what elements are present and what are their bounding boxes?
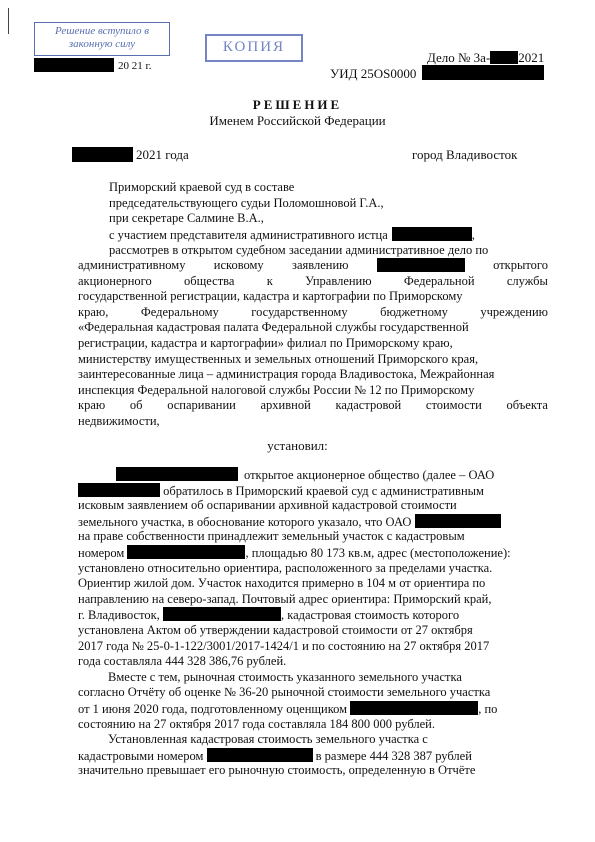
redaction (415, 514, 501, 528)
case-number: Дело № 3а- 2021 (427, 50, 545, 65)
redaction (116, 467, 238, 481)
document-title: РЕШЕНИЕ (252, 97, 343, 112)
redaction (207, 748, 313, 762)
city: город Владивосток (412, 147, 518, 162)
stamp-line-2: законную силу (68, 38, 136, 50)
redaction (392, 227, 472, 241)
redaction (34, 58, 114, 72)
redaction (78, 483, 160, 497)
redaction (72, 147, 133, 162)
margin-mark (8, 8, 9, 34)
redaction (490, 51, 518, 64)
uid: УИД 25OS0000 (330, 66, 417, 81)
intro-paragraph: административному исковому заявлению открытого акционерного общества к Управлению Федеральной службы государственной регистрации, кадастра и картографии по Приморскому краю, Федеральному государственному бюджетному учреждению «Федеральная кадастровая палата Федеральной службы государственной регистрации, кадастра и картографии» филиал по Приморскому краю, министерству имущественных и земельных отношений Приморского края, заинтересованные лица – администрация города Владивостока, Межрайонная инспекция Федеральной налоговой службы России № 12 по Приморскому краю об оспаривании архивной кадастровой стоимости объекта недвижимости, (78, 258, 548, 428)
stamp-date: 20 21 г. (118, 60, 152, 72)
redaction (350, 701, 478, 715)
redaction (127, 545, 245, 559)
redaction (163, 607, 281, 621)
court-composition: Приморский краевой суд в составе председательствующего судьи Поломошновой Г.А., при секретаре Салмине В.А., с участием представителя административного истца , рассмотрев в открытом судебном заседании административное дело по (109, 180, 489, 258)
body-paragraph: открытое акционерное общество (далее – ОАО обратилось в Приморский краевой суд с административным исковым заявлением об оспаривании архивной кадастровой стоимости земельного участка, в обоснование которого указало, что ОАО на праве собственности принадлежит земельный участок с кадастровым номером , площадью 80 173 кв.м, адрес (местоположение): установлено относительно ориентира, расположенного за пределами участка. Ориентир жилой дом. Участок находится примерно в 104 м от ориентира по направлению на северо-запад. Почтовый адрес ориентира: Приморский край, г. Владивосток, , кадастровая стоимость которого установлена Актом об утверждении кадастровой стоимости от 27 октября 2017 года № 25-0-1-122/3001/2017-1424/1 и по состоянию на 27 октября 2017 года составляла 444 328 386,76 рублей. Вместе с тем, рыночная стоимость указанного земельного участка согласно Отчёту об оценке № 36-20 рыночной стоимости земельного участка от 1 июня 2020 года, подготовленному оценщиком , по состоянию на 27 октября 2017 года составляла 184 800 000 рублей. Установленная кадастровая стоимость земельного участка с кадастровыми номером в размере 444 328 387 рублей значительно превышает его рыночную стоимость, определенную в Отчёте (78, 468, 511, 778)
decision-date: 2021 года (136, 147, 189, 162)
copy-stamp: КОПИЯ (205, 34, 303, 62)
redaction (377, 258, 465, 272)
stamp-line-1: Решение вступило в (55, 25, 149, 37)
legal-force-stamp (34, 22, 170, 56)
document-subtitle: Именем Российской Федерации (209, 113, 386, 128)
established-heading: установил: (267, 438, 328, 453)
redaction (422, 65, 544, 80)
